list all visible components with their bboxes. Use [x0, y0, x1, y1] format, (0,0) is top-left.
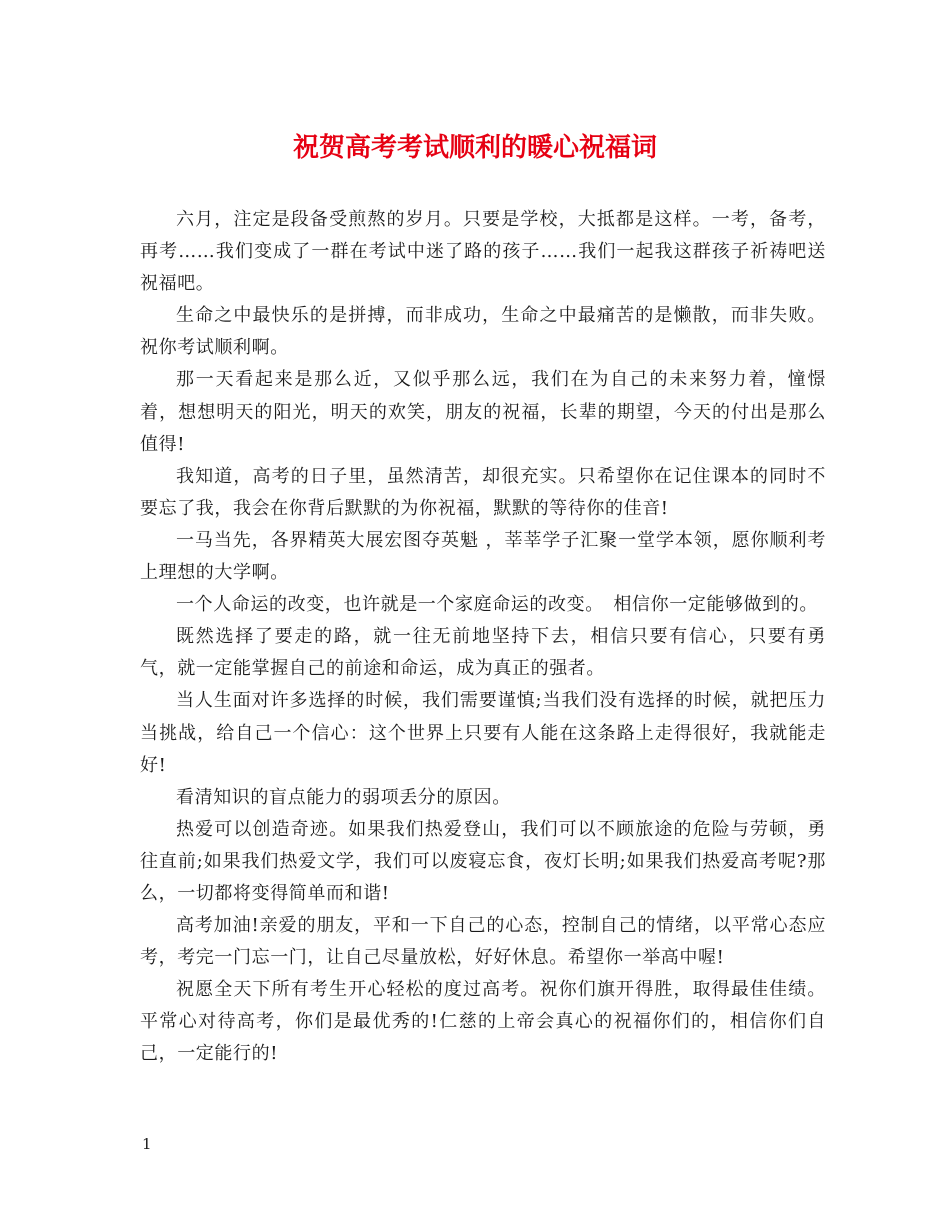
- paragraph-3: 那一天看起来是那么近，又似乎那么远，我们在为自己的未来努力着，憧憬着，想想明天的阳光，明天的欢笑，朋友的祝福，长辈的期望，今天的付出是那么值得!: [140, 369, 826, 455]
- page-number: 1: [142, 1135, 152, 1153]
- paragraph-8: 当人生面对许多选择的时候，我们需要谨慎;当我们没有选择的时候，就把压力当挑战，给自己一个信心：这个世界上只要有人能在这条路上走得很好，我就能走好!: [140, 690, 826, 776]
- page-title: 祝贺高考考试顺利的暖心祝福词: [292, 133, 657, 163]
- paragraph-1: 六月，注定是段备受煎熬的岁月。只要是学校，大抵都是这样。一考，备考，再考……我们变成了一群在考试中迷了路的孩子……我们一起我这群孩子祈祷吧送祝福吧。: [140, 209, 826, 295]
- paragraph-6: 一个人命运的改变，也许就是一个家庭命运的改变。 相信你一定能够做到的。: [176, 594, 818, 616]
- paragraph-12: 祝愿全天下所有考生开心轻松的度过高考。祝你们旗开得胜，取得最佳佳绩。平常心对待高考，你们是最优秀的!仁慈的上帝会真心的祝福你们的，相信你们自己，一定能行的!: [140, 979, 826, 1065]
- paragraph-4: 我知道，高考的日子里，虽然清苦，却很充实。只希望你在记住课本的同时不要忘了我，我会在你背后默默的为你祝福，默默的等待你的佳音!: [140, 465, 826, 519]
- paragraph-5: 一马当先，各界精英大展宏图夺英魁 ，莘莘学子汇聚一堂学本领，愿你顺利考上理想的大学啊。: [140, 529, 826, 584]
- paragraph-10: 热爱可以创造奇迹。如果我们热爱登山，我们可以不顾旅途的危险与劳顿，勇往直前;如果我们热爱文学，我们可以废寝忘食，夜灯长明;如果我们热爱高考呢?那么，一切都将变得简单而和谐!: [140, 818, 826, 904]
- document-body: [140, 204, 826, 1071]
- paragraph-9: 看清知识的盲点能力的弱项丢分的原因。: [176, 786, 511, 808]
- paragraph-7: 既然选择了要走的路，就一往无前地坚持下去，相信只要有信心，只要有勇气，就一定能掌握自己的前途和命运，成为真正的强者。: [140, 626, 826, 680]
- paragraph-11: 高考加油!亲爱的朋友，平和一下自己的心态，控制自己的情绪，以平常心态应考，考完一门忘一门，让自己尽量放松，好好休息。希望你一举高中喔!: [140, 915, 826, 969]
- paragraph-2: 生命之中最快乐的是拼搏，而非成功，生命之中最痛苦的是懒散，而非失败。祝你考试顺利啊。: [140, 305, 826, 359]
